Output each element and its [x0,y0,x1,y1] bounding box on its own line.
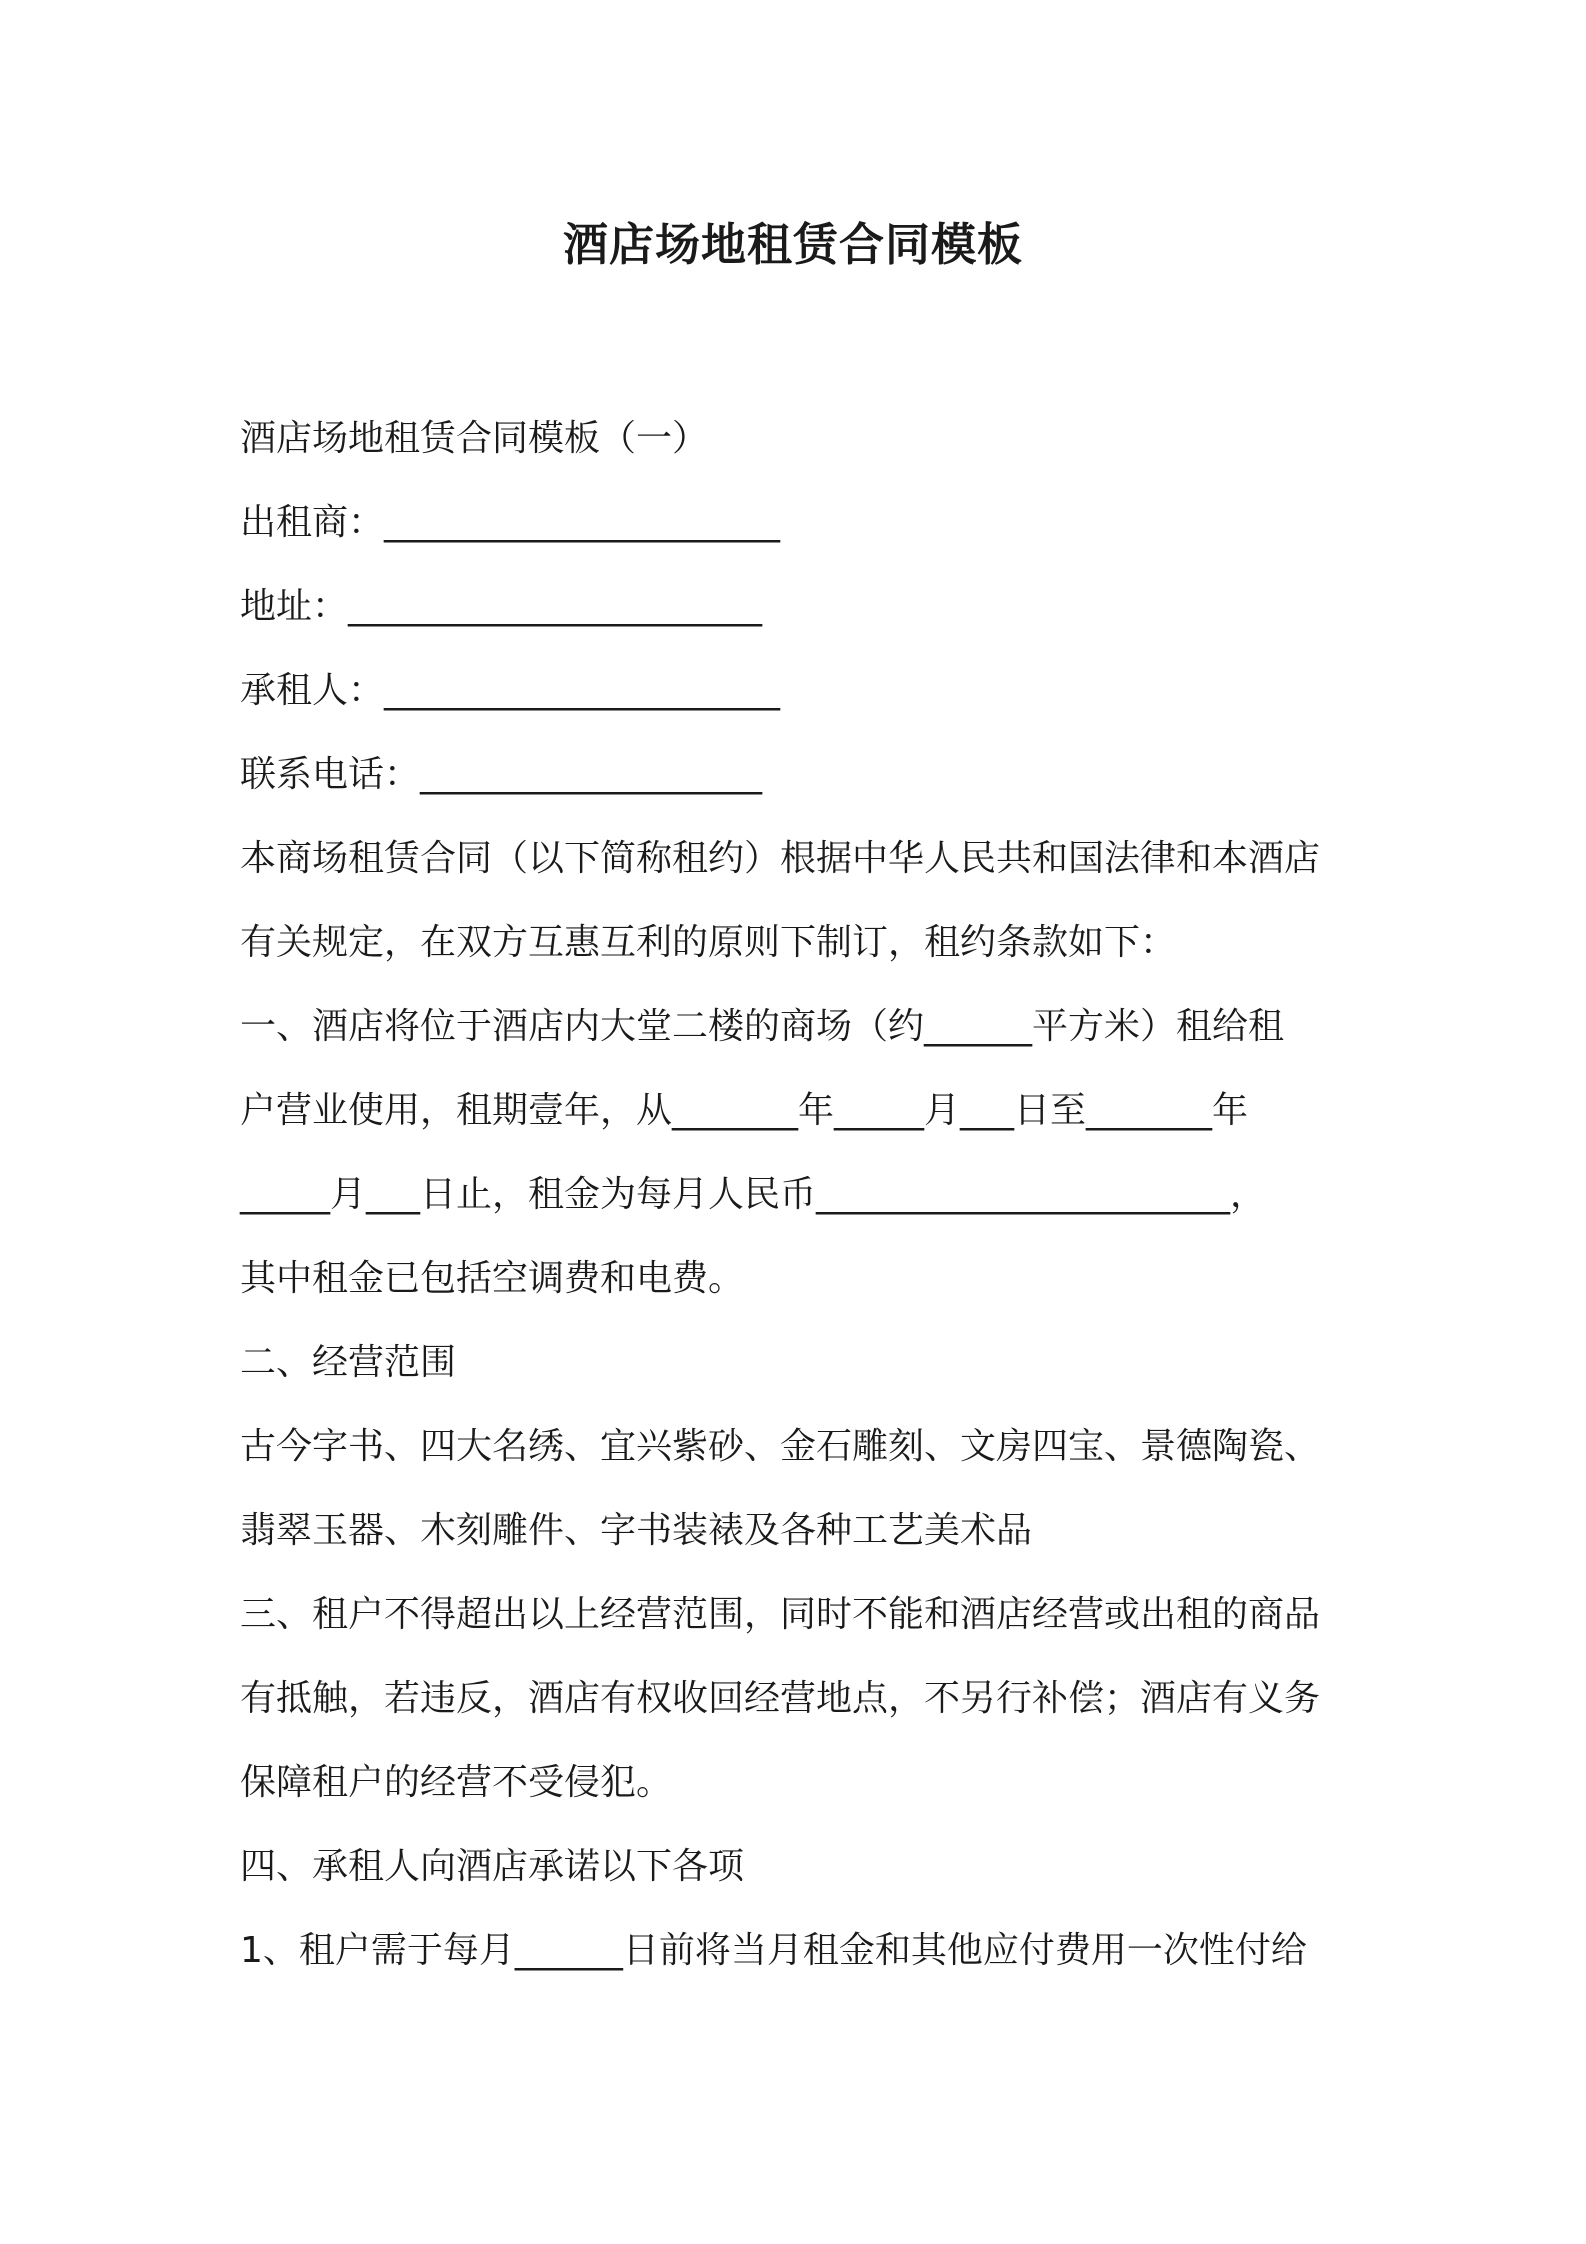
clause-2-line: 古今字书、四大名绣、宜兴紫砂、金石雕刻、文房四宝、景德陶瓷、 [240,1426,1321,1467]
clause-4-heading: 四、承租人向酒店承诺以下各项 [240,1846,745,1887]
document-title: 酒店场地租赁合同模板 [562,218,1023,271]
clause-3-line: 三、租户不得超出以上经营范围，同时不能和酒店经营或出租的商品 [240,1594,1321,1635]
clause-3-line: 保障租户的经营不受侵犯。 [240,1762,673,1803]
clause-2-line: 翡翠玉器、木刻雕件、字书装裱及各种工艺美术品 [240,1510,1033,1551]
lessee-field: 承租人：______________________ [240,670,781,711]
paragraph-line: 本商场租赁合同（以下简称租约）根据中华人民共和国法律和本酒店 [240,838,1321,879]
lessor-field: 出租商：______________________ [240,502,781,543]
clause-1-line: 其中租金已包括空调费和电费。 [240,1258,745,1299]
document-body [240,397,1360,1993]
phone-field: 联系电话：___________________ [240,754,763,795]
clause-2-heading: 二、经营范围 [240,1342,457,1383]
clause-1-line: _____月___日止，租金为每月人民币_______________________， [240,1174,1267,1215]
clause-1-line: 户营业使用，租期壹年，从_______年_____月___日至_______年 [240,1090,1249,1131]
address-field: 地址：_______________________ [240,586,763,627]
section-heading: 酒店场地租赁合同模板（一） [240,418,709,459]
paragraph-line: 有关规定，在双方互惠互利的原则下制订，租约条款如下： [240,922,1177,963]
clause-1-line: 一、酒店将位于酒店内大堂二楼的商场（约______平方米）租给租 [240,1006,1285,1047]
clause-3-line: 有抵触，若违反，酒店有权收回经营地点，不另行补偿；酒店有义务 [240,1678,1321,1719]
clause-4-item-1: 1、租户需于每月______日前将当月租金和其他应付费用一次性付给 [240,1930,1307,1971]
